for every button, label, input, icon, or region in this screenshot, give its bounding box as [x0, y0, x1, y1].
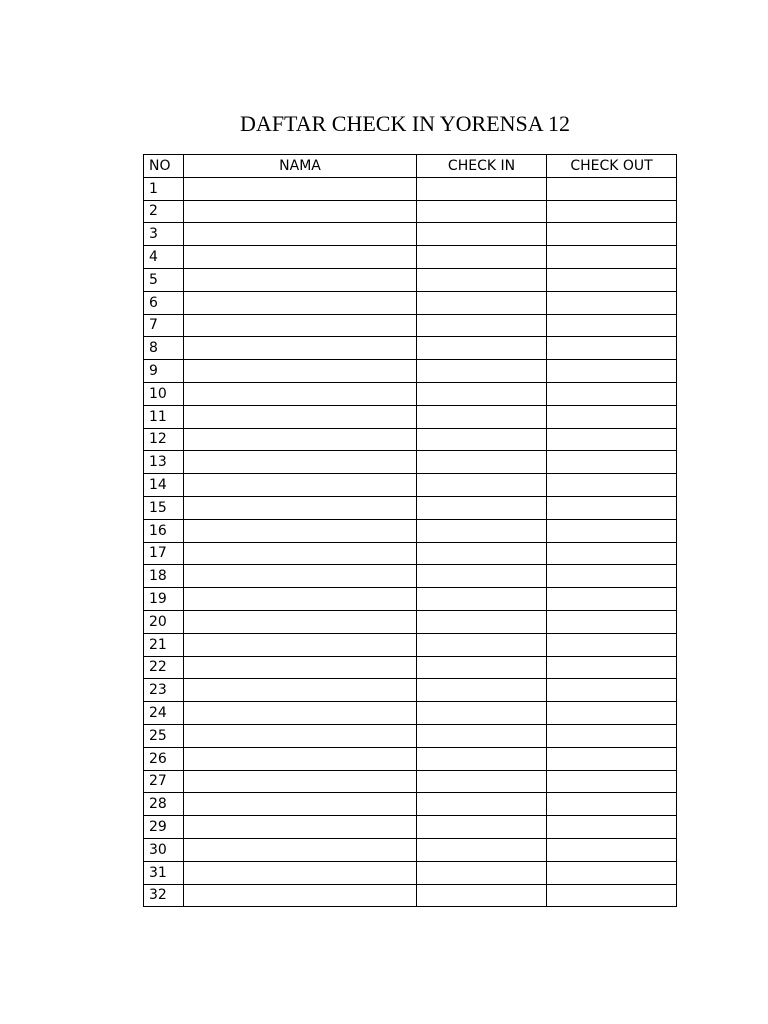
check-in-cell[interactable]	[417, 405, 547, 428]
table-row	[144, 542, 677, 565]
check-out-cell[interactable]	[547, 451, 677, 474]
check-in-cell[interactable]	[417, 702, 547, 725]
nama-cell[interactable]	[184, 496, 417, 519]
row-number-cell: 7	[144, 314, 184, 337]
row-number-cell: 12	[144, 428, 184, 451]
table-row	[144, 610, 677, 633]
table-row	[144, 382, 677, 405]
nama-cell[interactable]	[184, 428, 417, 451]
check-in-cell[interactable]	[417, 610, 547, 633]
row-number-cell: 13	[144, 451, 184, 474]
check-out-cell[interactable]	[547, 770, 677, 793]
row-number-cell: 24	[144, 702, 184, 725]
table-row	[144, 884, 677, 907]
nama-cell[interactable]	[184, 177, 417, 200]
check-in-cell[interactable]	[417, 360, 547, 383]
table-row	[144, 474, 677, 497]
check-out-cell[interactable]	[547, 223, 677, 246]
check-out-cell[interactable]	[547, 884, 677, 907]
table-row	[144, 405, 677, 428]
check-out-cell[interactable]	[547, 565, 677, 588]
header-nama: NAMA	[184, 155, 417, 178]
check-in-cell[interactable]	[417, 451, 547, 474]
table-row	[144, 337, 677, 360]
row-number-cell: 20	[144, 610, 184, 633]
table-row	[144, 428, 677, 451]
nama-cell[interactable]	[184, 679, 417, 702]
nama-cell[interactable]	[184, 793, 417, 816]
nama-cell[interactable]	[184, 610, 417, 633]
table-row	[144, 246, 677, 269]
table-row	[144, 519, 677, 542]
row-number-cell: 4	[144, 246, 184, 269]
nama-cell[interactable]	[184, 474, 417, 497]
nama-cell[interactable]	[184, 405, 417, 428]
nama-cell[interactable]	[184, 565, 417, 588]
table-row	[144, 861, 677, 884]
table-row	[144, 793, 677, 816]
check-out-cell[interactable]	[547, 816, 677, 839]
table-row	[144, 451, 677, 474]
row-number-cell: 14	[144, 474, 184, 497]
check-in-cell[interactable]	[417, 861, 547, 884]
check-in-cell[interactable]	[417, 428, 547, 451]
row-number-cell: 18	[144, 565, 184, 588]
check-out-cell[interactable]	[547, 405, 677, 428]
check-in-cell[interactable]	[417, 656, 547, 679]
check-in-cell[interactable]	[417, 838, 547, 861]
row-number-cell: 27	[144, 770, 184, 793]
table-row	[144, 200, 677, 223]
table-row	[144, 816, 677, 839]
check-in-cell[interactable]	[417, 200, 547, 223]
check-out-cell[interactable]	[547, 861, 677, 884]
check-in-cell[interactable]	[417, 291, 547, 314]
row-number-cell: 15	[144, 496, 184, 519]
check-out-cell[interactable]	[547, 382, 677, 405]
check-out-cell[interactable]	[547, 588, 677, 611]
table-row	[144, 702, 677, 725]
check-in-cell[interactable]	[417, 337, 547, 360]
nama-cell[interactable]	[184, 382, 417, 405]
check-in-cell[interactable]	[417, 633, 547, 656]
row-number-cell: 6	[144, 291, 184, 314]
check-out-cell[interactable]	[547, 291, 677, 314]
row-number-cell: 2	[144, 200, 184, 223]
check-out-cell[interactable]	[547, 268, 677, 291]
check-in-cell[interactable]	[417, 816, 547, 839]
row-number-cell: 21	[144, 633, 184, 656]
check-in-cell[interactable]	[417, 382, 547, 405]
check-in-cell[interactable]	[417, 314, 547, 337]
check-out-cell[interactable]	[547, 679, 677, 702]
check-in-cell[interactable]	[417, 474, 547, 497]
row-number-cell: 23	[144, 679, 184, 702]
table-row	[144, 770, 677, 793]
check-out-cell[interactable]	[547, 496, 677, 519]
check-out-cell[interactable]	[547, 246, 677, 269]
table-row	[144, 724, 677, 747]
table-row	[144, 268, 677, 291]
row-number-cell: 28	[144, 793, 184, 816]
header-no: NO	[144, 155, 184, 178]
row-number-cell: 19	[144, 588, 184, 611]
nama-cell[interactable]	[184, 246, 417, 269]
check-in-cell[interactable]	[417, 565, 547, 588]
check-in-cell[interactable]	[417, 724, 547, 747]
check-out-cell[interactable]	[547, 337, 677, 360]
nama-cell[interactable]	[184, 223, 417, 246]
check-in-cell[interactable]	[417, 793, 547, 816]
nama-cell[interactable]	[184, 268, 417, 291]
nama-cell[interactable]	[184, 588, 417, 611]
nama-cell[interactable]	[184, 451, 417, 474]
row-number-cell: 25	[144, 724, 184, 747]
row-number-cell: 26	[144, 747, 184, 770]
check-in-cell[interactable]	[417, 223, 547, 246]
table-row	[144, 314, 677, 337]
table-header	[144, 155, 677, 178]
check-out-cell[interactable]	[547, 702, 677, 725]
row-number-cell: 30	[144, 838, 184, 861]
nama-cell[interactable]	[184, 724, 417, 747]
check-in-cell[interactable]	[417, 496, 547, 519]
nama-cell[interactable]	[184, 337, 417, 360]
nama-cell[interactable]	[184, 519, 417, 542]
check-in-cell[interactable]	[417, 177, 547, 200]
header-row	[144, 155, 677, 178]
nama-cell[interactable]	[184, 770, 417, 793]
check-out-cell[interactable]	[547, 747, 677, 770]
check-out-cell[interactable]	[547, 519, 677, 542]
check-in-cell[interactable]	[417, 747, 547, 770]
checkin-table	[143, 154, 677, 907]
check-out-cell[interactable]	[547, 724, 677, 747]
table-row	[144, 656, 677, 679]
check-out-cell[interactable]	[547, 360, 677, 383]
table-row	[144, 588, 677, 611]
nama-cell[interactable]	[184, 291, 417, 314]
check-in-cell[interactable]	[417, 679, 547, 702]
check-in-cell[interactable]	[417, 542, 547, 565]
nama-cell[interactable]	[184, 200, 417, 223]
nama-cell[interactable]	[184, 360, 417, 383]
table-row	[144, 679, 677, 702]
row-number-cell: 8	[144, 337, 184, 360]
check-out-cell[interactable]	[547, 314, 677, 337]
row-number-cell: 10	[144, 382, 184, 405]
table-row	[144, 177, 677, 200]
check-in-cell[interactable]	[417, 770, 547, 793]
row-number-cell: 32	[144, 884, 184, 907]
check-out-cell[interactable]	[547, 474, 677, 497]
check-in-cell[interactable]	[417, 884, 547, 907]
row-number-cell: 5	[144, 268, 184, 291]
check-out-cell[interactable]	[547, 428, 677, 451]
row-number-cell: 11	[144, 405, 184, 428]
row-number-cell: 22	[144, 656, 184, 679]
row-number-cell: 29	[144, 816, 184, 839]
table-row	[144, 496, 677, 519]
nama-cell[interactable]	[184, 861, 417, 884]
check-in-cell[interactable]	[417, 246, 547, 269]
nama-cell[interactable]	[184, 702, 417, 725]
table-body	[144, 177, 677, 907]
row-number-cell: 16	[144, 519, 184, 542]
nama-cell[interactable]	[184, 816, 417, 839]
check-out-cell[interactable]	[547, 610, 677, 633]
nama-cell[interactable]	[184, 884, 417, 907]
row-number-cell: 3	[144, 223, 184, 246]
table-row	[144, 291, 677, 314]
row-number-cell: 31	[144, 861, 184, 884]
table-row	[144, 360, 677, 383]
check-in-cell[interactable]	[417, 519, 547, 542]
nama-cell[interactable]	[184, 838, 417, 861]
header-check-in: CHECK IN	[417, 155, 547, 178]
table-row	[144, 838, 677, 861]
check-out-cell[interactable]	[547, 656, 677, 679]
nama-cell[interactable]	[184, 542, 417, 565]
check-in-cell[interactable]	[417, 268, 547, 291]
check-out-cell[interactable]	[547, 633, 677, 656]
check-out-cell[interactable]	[547, 838, 677, 861]
check-in-cell[interactable]	[417, 588, 547, 611]
check-out-cell[interactable]	[547, 200, 677, 223]
table-row	[144, 633, 677, 656]
check-out-cell[interactable]	[547, 177, 677, 200]
row-number-cell: 9	[144, 360, 184, 383]
page-title: DAFTAR CHECK IN YORENSA 12	[240, 111, 570, 136]
row-number-cell: 1	[144, 177, 184, 200]
nama-cell[interactable]	[184, 656, 417, 679]
table-row	[144, 223, 677, 246]
check-out-cell[interactable]	[547, 542, 677, 565]
nama-cell[interactable]	[184, 314, 417, 337]
nama-cell[interactable]	[184, 633, 417, 656]
check-out-cell[interactable]	[547, 793, 677, 816]
table-row	[144, 565, 677, 588]
row-number-cell: 17	[144, 542, 184, 565]
table-row	[144, 747, 677, 770]
nama-cell[interactable]	[184, 747, 417, 770]
header-check-out: CHECK OUT	[547, 155, 677, 178]
